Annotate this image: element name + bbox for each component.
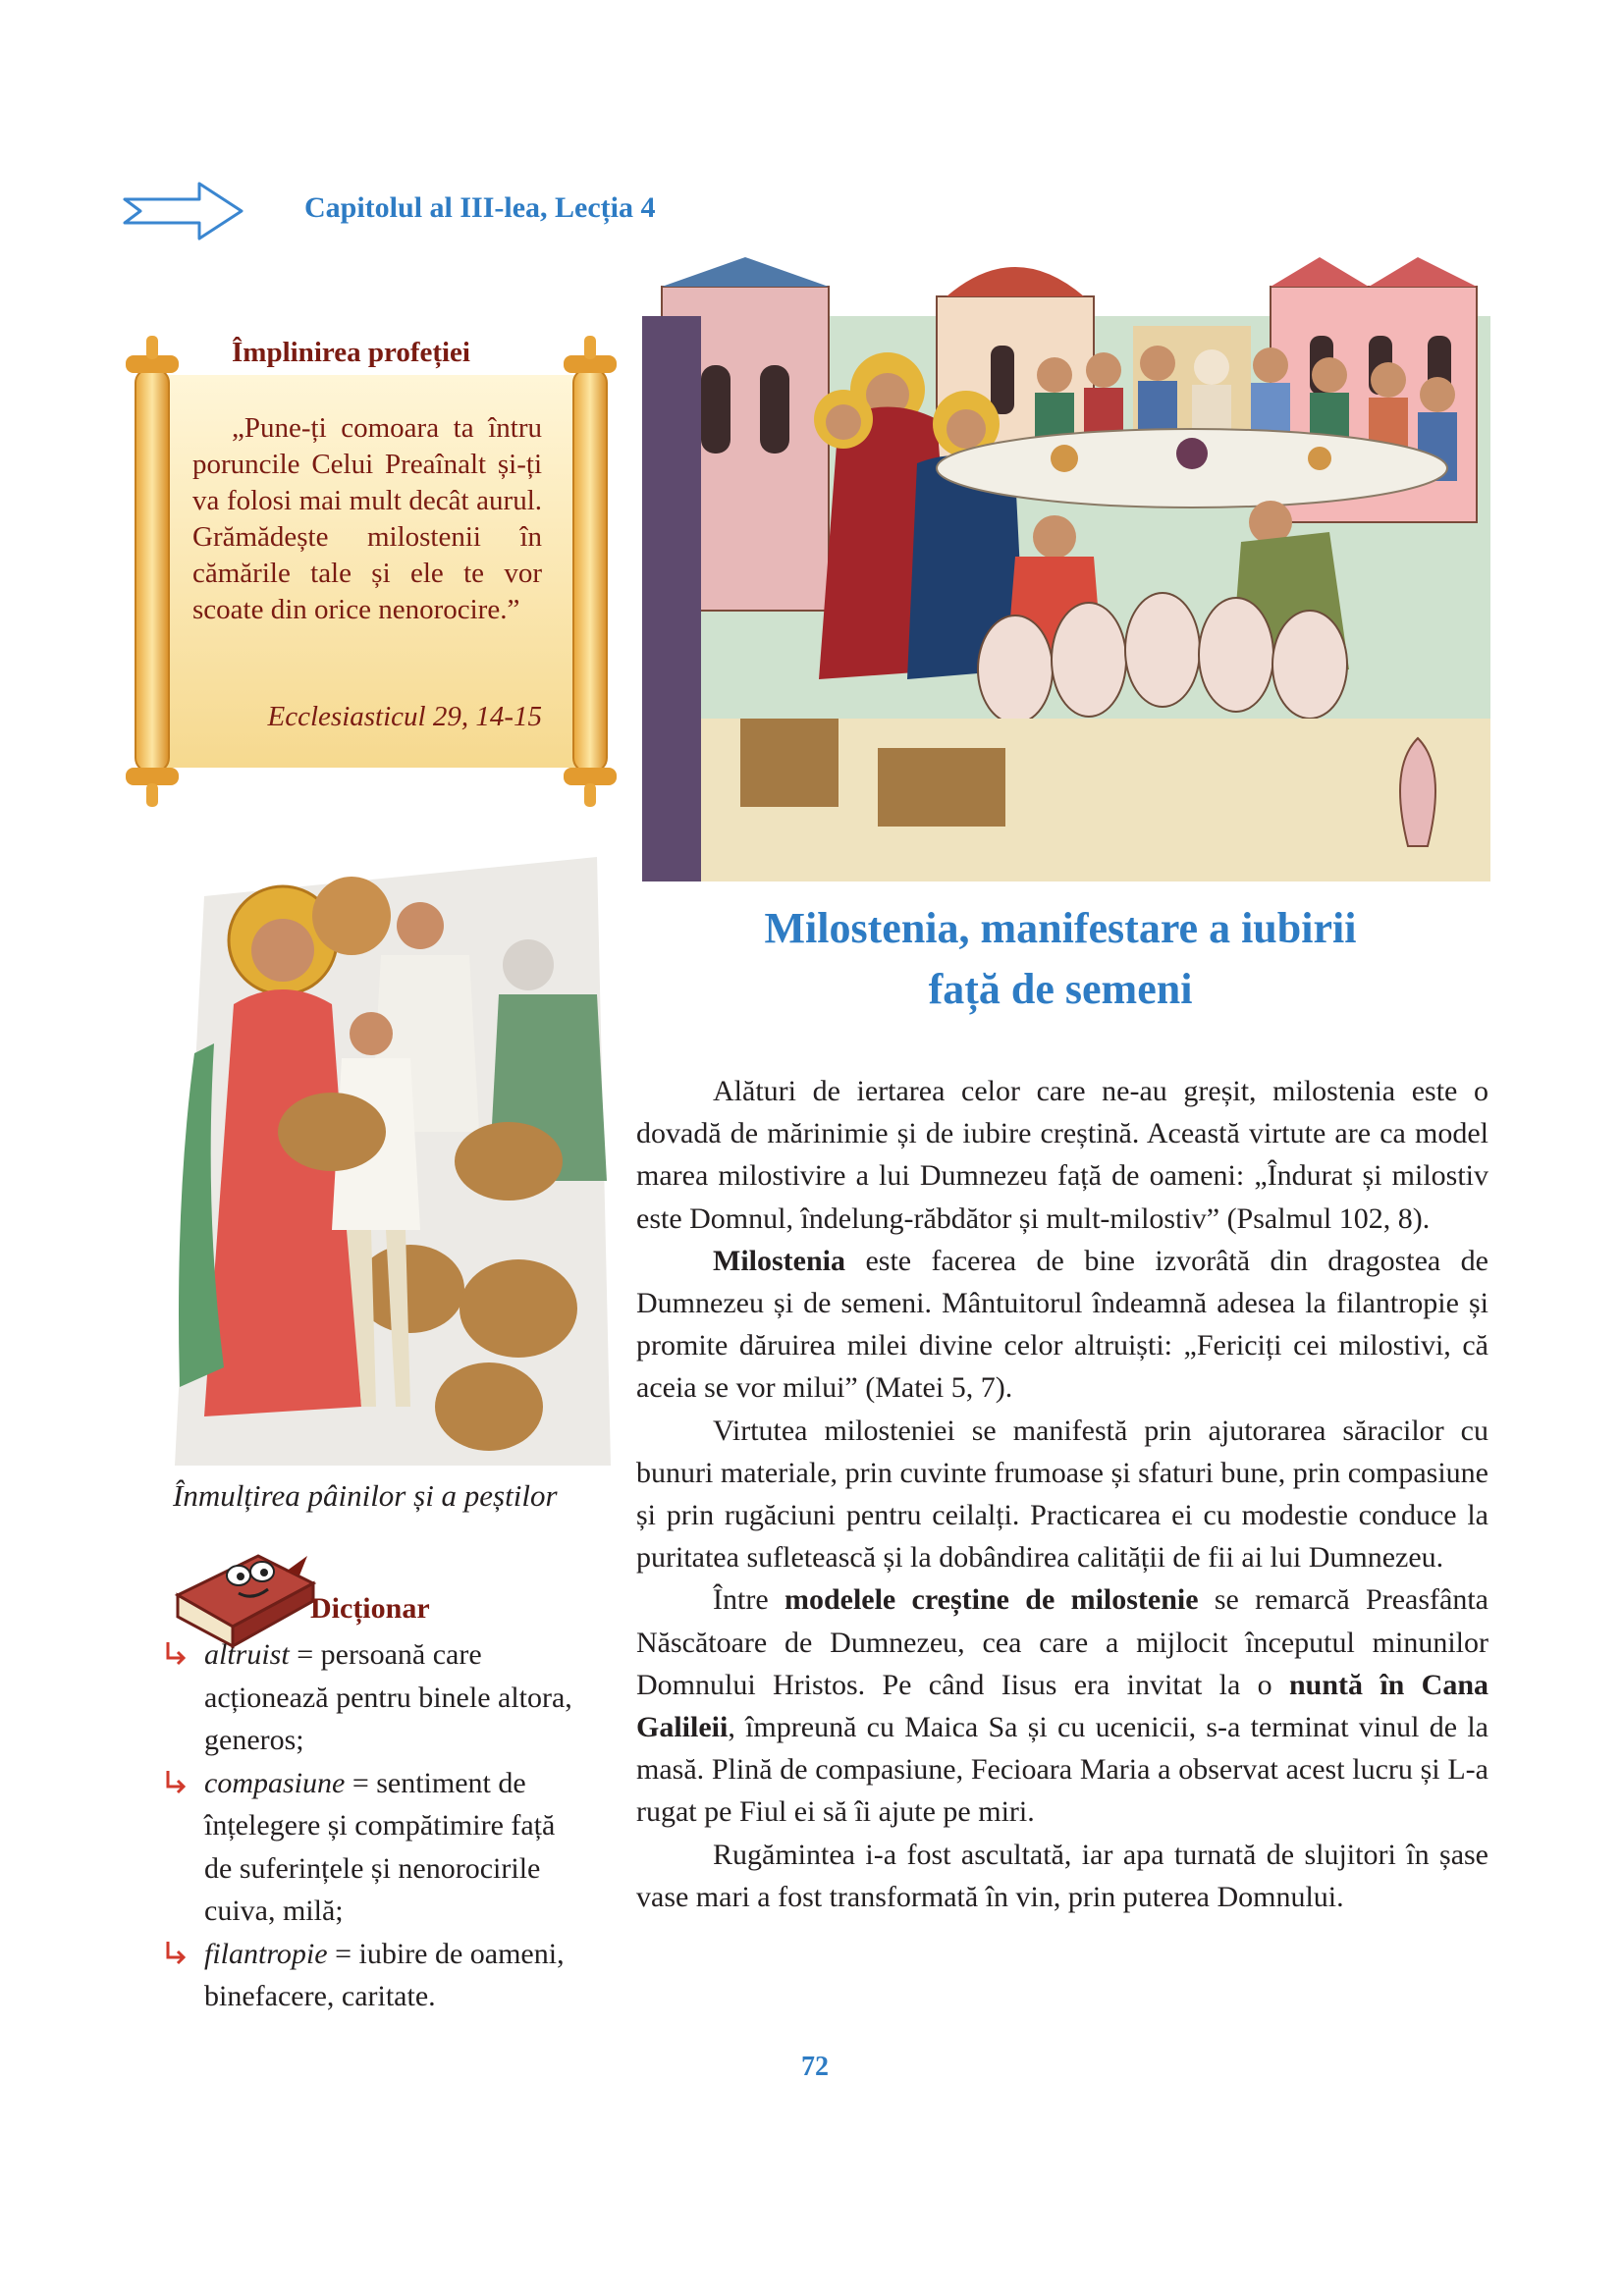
lesson-title-line-2: față de semeni bbox=[928, 965, 1193, 1013]
lesson-body bbox=[636, 1070, 1488, 1918]
paragraph-5: Rugămintea i-a fost ascultată, iar apa turnată de slujitori în șase vase mari a fost transformată în vin, prin puterea Domnului. bbox=[636, 1838, 1488, 1913]
lesson-title-line-1: Milostenia, manifestare a iubirii bbox=[764, 904, 1357, 952]
bold-term-milostenia: Milostenia bbox=[713, 1244, 845, 1277]
right-arrow-icon bbox=[123, 180, 245, 242]
dictionary-definition: = sentiment de înțelegere și compătimire față de suferințele și nenorocirile cuiva, milă; bbox=[204, 1766, 556, 1927]
wedding-at-cana-icon-painting bbox=[642, 257, 1490, 881]
paragraph-3: Virtutea milosteniei se manifestă prin ajutorarea săracilor cu bunuri materiale, prin cuvinte frumoase și sfaturi bune, prin compasiune și prin rugăciuni pentru ceilalți. Practicarea ei cu modestie conduce la puritatea sufletească și la dobândirea calității de fii ai lui Dumnezeu. bbox=[636, 1414, 1488, 1575]
scroll-title: Împlinirea profeției bbox=[232, 337, 470, 368]
page-number: 72 bbox=[801, 2052, 829, 2082]
dictionary-entry bbox=[165, 1633, 587, 1762]
pointing-arrow-bullet-icon bbox=[165, 1939, 192, 1966]
bold-phrase-cana: nuntă în Cana Galileii bbox=[636, 1668, 1489, 1744]
pointing-arrow-bullet-icon bbox=[165, 1639, 192, 1667]
paragraph-2: Milostenia este facerea de bine izvorâtă din dragostea de Dumnezeu și de semeni. Mântuitorul îndeamnă adesea la filantropie și promite dăruirea milei divine celor altruiști: „Fericiți cei milostivi, că aceia se vor milui” (Matei 5, 7). bbox=[636, 1244, 1488, 1405]
bold-phrase-models: modelele creștine de milostenie bbox=[784, 1583, 1199, 1617]
dictionary-definition: = iubire de oameni, binefacere, caritate. bbox=[204, 1937, 565, 2012]
paragraph-1: Alături de iertarea celor care ne-au greșit, milostenia este o dovadă de mărinimie și de iubire creștină. Această virtute are ca model marea milostivire a lui Dumnezeu față de oameni: „Îndurat și milostiv este Domnul, îndelung-răbdător și mult-milostiv” (Psalmul 102, 8). bbox=[636, 1075, 1488, 1235]
lesson-title bbox=[638, 898, 1483, 1020]
dictionary-term: filantropie bbox=[204, 1937, 328, 1970]
dictionary-term: altruist bbox=[204, 1638, 290, 1671]
pointing-arrow-bullet-icon bbox=[165, 1768, 192, 1795]
dictionary-entry bbox=[165, 1933, 587, 2018]
multiplication-of-loaves-painting bbox=[165, 857, 611, 1466]
scroll-source: Ecclesiasticul 29, 14-15 bbox=[267, 701, 542, 732]
paragraph-4: Între modelele creștine de milostenie se remarcă Preasfânta Născătoare de Dumnezeu, cea care a mijlocit începutul minunilor Domnului Hristos. Pe când Iisus era invitat la o nuntă în Cana Galileii, împreună cu Maica Sa și cu ucenicii, s-a terminat vinul de la masă. Plină de compasiune, Fecioara Maria a observat acest lucru și L-a rugat pe Fiul ei să îi ajute pe miri. bbox=[636, 1583, 1489, 1829]
dictionary-definition: = persoană care acționează pentru binele altora, generos; bbox=[204, 1638, 572, 1756]
dictionary-entry bbox=[165, 1762, 587, 1933]
scroll-quote: „Pune-ți comoara ta întru poruncile Celui Preaînalt și-ți va folosi mai mult decât aurul. Grămădește milostenii în cămările tale și ele te vor scoate din orice nenorocire.” bbox=[192, 412, 542, 625]
image-caption: Înmulțirea pâinilor și a peștilor bbox=[173, 1478, 558, 1513]
dictionary-term: compasiune bbox=[204, 1766, 346, 1799]
chapter-heading: Capitolul al III-lea, Lecția 4 bbox=[304, 191, 656, 224]
dictionary-title: Dicționar bbox=[310, 1592, 430, 1625]
dictionary-list bbox=[165, 1633, 587, 2018]
